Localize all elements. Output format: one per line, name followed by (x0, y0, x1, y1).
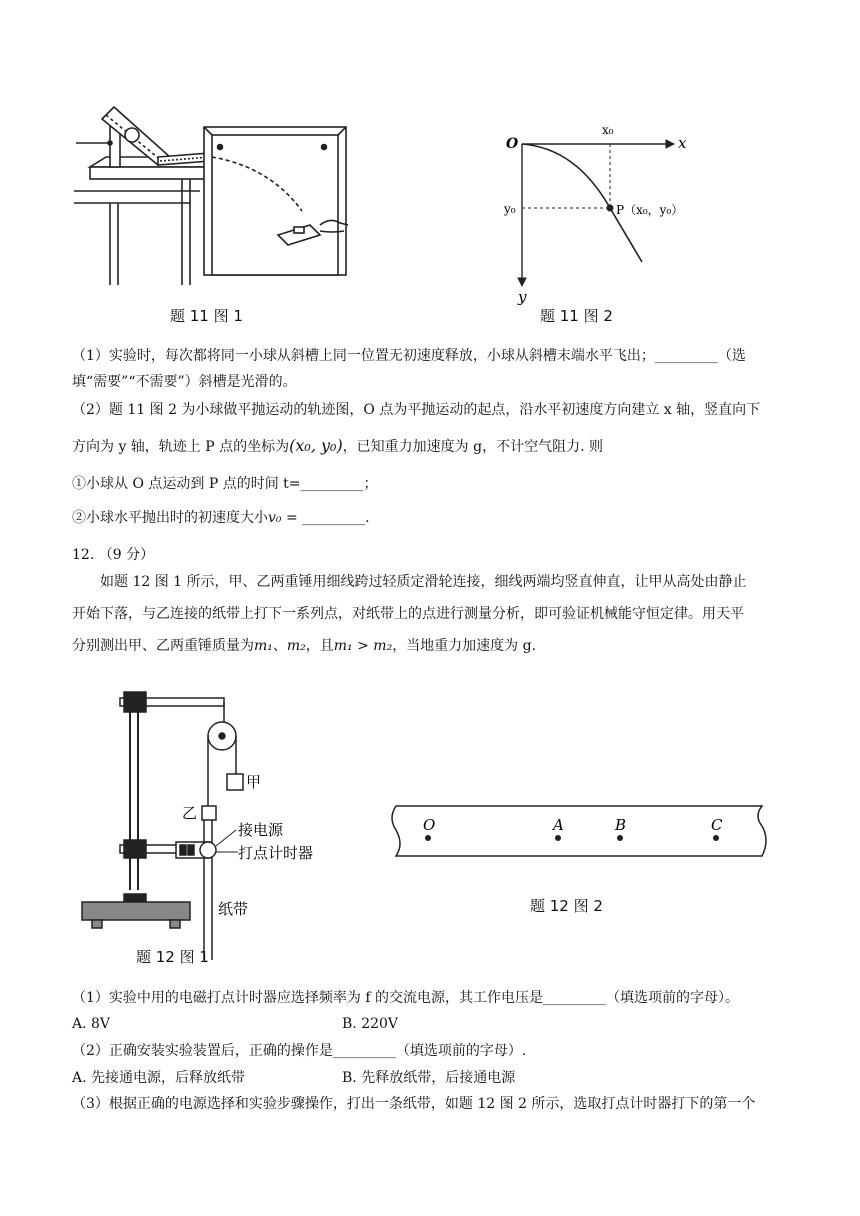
tape-label-o: O (423, 816, 436, 834)
q11-sub2-text-a: ②小球水平抛出时的初速度大小 (72, 510, 268, 526)
label-power: 接电源 (238, 821, 284, 839)
label-tape: 纸带 (218, 900, 249, 918)
figure-11-2 (496, 118, 706, 304)
tape-label-b: B (615, 816, 627, 834)
label-yi: 乙 (182, 804, 198, 822)
q11-sub2 (72, 508, 370, 528)
tape-label-a: A (553, 816, 564, 834)
figure-12-2 (392, 800, 772, 870)
q12-part1-option-b: B. 220V (342, 1016, 399, 1032)
tape-dot-c (713, 835, 719, 841)
tape-dot-o (425, 835, 431, 841)
apparatus-drawing (74, 107, 348, 285)
q12-ineq: m₁ > m₂ (333, 638, 393, 654)
q12-sep: 、 (272, 638, 287, 654)
q12-part3: （3）根据正确的电源选择和实验步骤操作，打出一条纸带，如题 12 图 2 所示，选取打点计时器打下的第一个 (72, 1096, 756, 1112)
q11-sub2-var: v₀ (268, 510, 282, 526)
q11-part2-line1: （2）题 11 图 2 为小球做平抛运动的轨迹图，O 点为平抛运动的起点，沿水平初速度方向建立 x 轴，竖直向下 (72, 402, 761, 418)
q11-part1-line1: （1）实验时，每次都将同一小球从斜槽上同一位置无初速度释放，小球从斜槽末端水平飞出；_________（选 (72, 348, 746, 364)
q12-part2-option-b: B. 先释放纸带，后接通电源 (342, 1070, 516, 1086)
q12-intro-line3 (72, 636, 536, 656)
q12-m1: m₁ (254, 638, 273, 654)
figure-12-1 (76, 680, 314, 970)
figure-12-2-caption: 题 12 图 2 (530, 897, 603, 915)
figure-11-1 (70, 95, 370, 295)
tape-dot-b (617, 835, 623, 841)
q11-part1-line2: 填“需要”“不需要”）斜槽是光滑的。 (72, 374, 297, 390)
q11-sub1: ①小球从 O 点运动到 P 点的时间 t=_________； (72, 476, 378, 492)
label-timer: 打点计时器 (238, 844, 314, 862)
q12-m2: m₂ (286, 638, 306, 654)
q12-part1-option-a: A. 8V (72, 1016, 111, 1032)
label-jia: 甲 (246, 773, 262, 791)
q12-part2-option-a: A. 先接通电源，后释放纸带 (72, 1070, 246, 1086)
figure-11-2-caption: 题 11 图 2 (540, 307, 613, 325)
figure-11-1-caption: 题 11 图 1 (170, 307, 243, 325)
q12-intro-line1: 如题 12 图 1 所示，甲、乙两重锤用细线跨过轻质定滑轮连接，细线两端均竖直伸直，让甲从高处由静止 (100, 574, 747, 590)
origin-label: O (506, 136, 519, 152)
q12-part1: （1）实验中用的电磁打点计时器应选择频率为 f 的交流电源，其工作电压是_________（填选项前的字母）。 (72, 990, 739, 1006)
x-axis-label: x (678, 134, 687, 152)
point-p (607, 205, 613, 211)
y0-label: y₀ (504, 202, 516, 216)
q12-header: 12. （9 分） (72, 547, 155, 563)
paper-tape (392, 806, 766, 856)
q12-intro3-c: ，当地重力加速度为 g. (392, 638, 537, 654)
q12-intro3-b: ，且 (305, 638, 334, 654)
q11-part2-text-a: 方向为 y 轴，轨迹上 P 点的坐标为 (72, 439, 290, 455)
q12-intro-line2: 开始下落，与乙连接的纸带上打下一系列点，对纸带上的点进行测量分析，即可验证机械能守恒定律。用天平 (72, 606, 744, 622)
q12-intro3-a: 分别测出甲、乙两重锤质量为 (72, 638, 254, 654)
q11-part2-line2 (72, 436, 603, 457)
figure-12-1-caption: 题 12 图 1 (136, 948, 209, 966)
q12-part2: （2）正确安装实验装置后，正确的操作是_________（填选项前的字母）. (72, 1043, 527, 1059)
tape-dot-a (555, 835, 561, 841)
q11-part2-coord: (x₀, y₀) (289, 436, 343, 455)
point-p-label: P（x₀，y₀） (616, 203, 684, 217)
x0-label: x₀ (602, 123, 614, 137)
q11-part2-text-b: ，已知重力加速度为 g，不计空气阻力. 则 (342, 439, 603, 455)
q11-sub2-text-b: = _________. (281, 510, 370, 526)
tape-label-c: C (711, 816, 723, 834)
y-axis-label: y (518, 288, 527, 306)
